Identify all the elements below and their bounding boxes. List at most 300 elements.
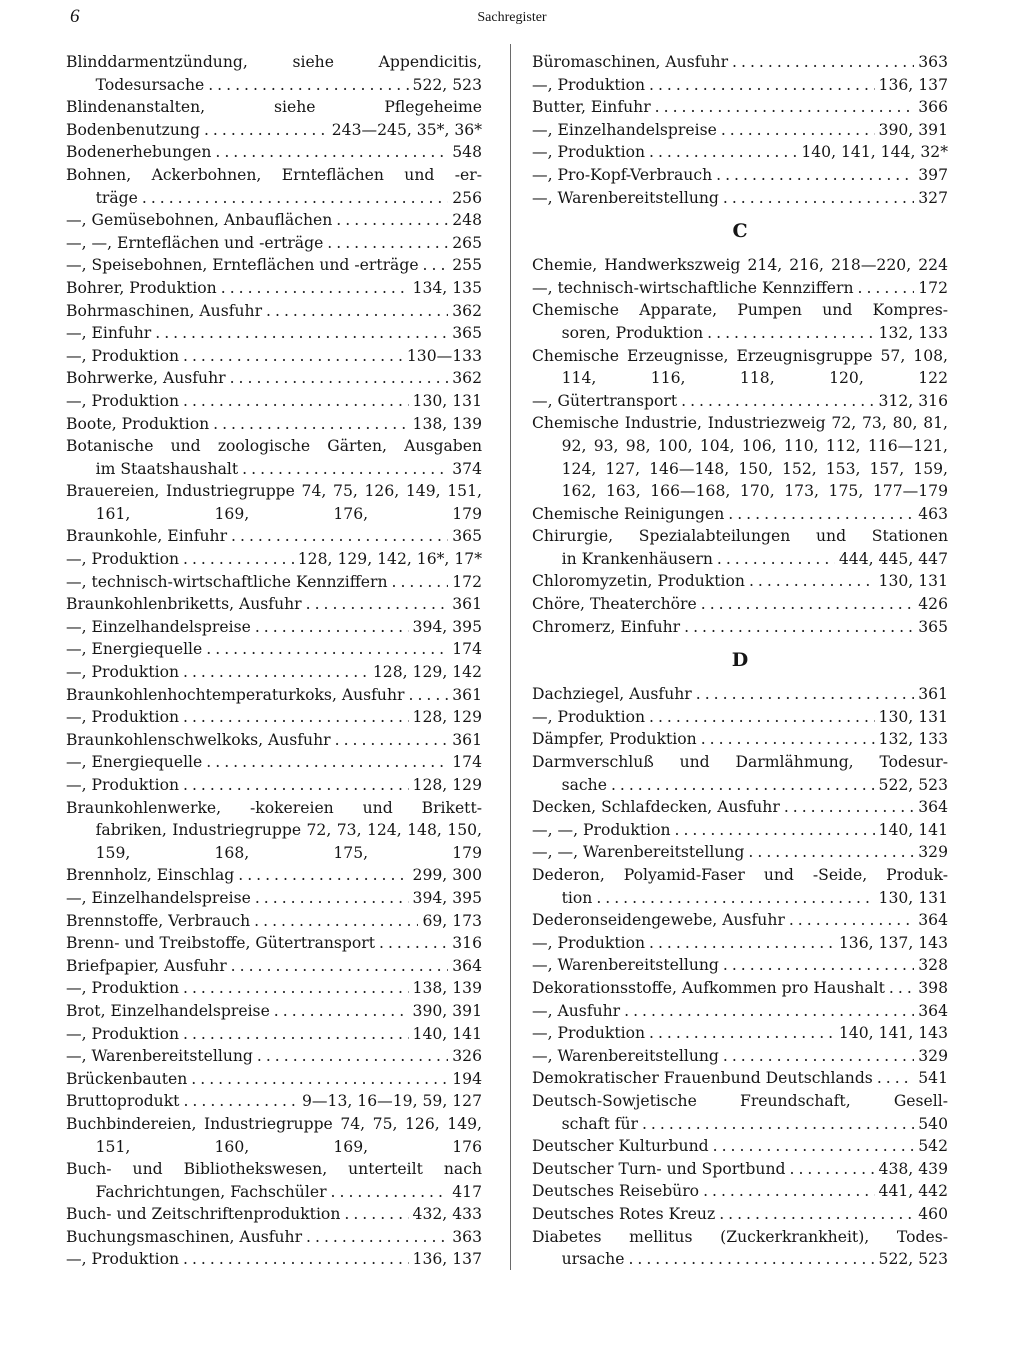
- index-entry: [66, 616, 482, 639]
- page-reference: 394, 395: [412, 617, 482, 636]
- leader-dots: [327, 232, 448, 255]
- entry-term: —, Warenbereitstellung: [532, 956, 719, 975]
- page-reference: 390, 391: [878, 120, 948, 139]
- index-entry: [532, 299, 948, 322]
- index-entry: [532, 977, 948, 1000]
- entry-term: —, Produktion: [532, 1024, 646, 1043]
- leader-dots: [306, 593, 449, 616]
- index-entry: [66, 300, 482, 323]
- index-entry: [66, 1045, 482, 1068]
- leader-dots: [684, 616, 914, 639]
- leader-dots: [748, 841, 914, 864]
- page-reference: 326: [452, 1047, 482, 1066]
- page-reference: 364: [918, 798, 948, 817]
- index-entry: [66, 345, 482, 368]
- index-entry: [532, 593, 948, 616]
- entry-term: —, Produktion: [66, 1250, 180, 1269]
- entry-term: Chirurgie, Spezialabteilungen und Stationen: [532, 527, 948, 546]
- page-reference: 542: [918, 1137, 948, 1156]
- leader-dots: [719, 1203, 914, 1226]
- entry-term: Bohnen, Ackerbohnen, Ernteflächen und -er-: [66, 165, 482, 184]
- entry-term: in Krankenhäusern: [561, 549, 713, 568]
- entry-term: Brückenbauten: [66, 1069, 188, 1088]
- index-entry: [532, 616, 948, 639]
- entry-term: träge: [95, 188, 138, 207]
- index-entry: [532, 503, 948, 526]
- leader-dots: [889, 977, 914, 1000]
- entry-term: Chemische Apparate, Pumpen und Kompres-: [532, 301, 948, 320]
- index-entry: [532, 751, 948, 774]
- index-entry: [532, 74, 948, 97]
- entry-term: —, —, Produktion: [532, 820, 671, 839]
- index-entry: [532, 435, 948, 458]
- entry-term: Chemische Erzeugnisse, Erzeugnisgruppe 57, 108,: [532, 346, 948, 365]
- entry-term: Dederon, Polyamid-Faser und -Seide, Produk-: [532, 866, 948, 884]
- index-entry: [66, 1226, 482, 1249]
- entry-term: Fachrichtungen, Fachschüler: [95, 1182, 327, 1201]
- index-entry: [532, 322, 948, 345]
- page-reference: 136, 137: [412, 1250, 482, 1269]
- leader-dots: [238, 864, 408, 887]
- index-entry: [532, 367, 948, 390]
- entry-term: Bodenbenutzung: [66, 120, 200, 139]
- index-entry: [66, 1068, 482, 1091]
- entry-term: —, Gemüsebohnen, Anbauflächen: [66, 211, 333, 230]
- leader-dots: [723, 187, 914, 210]
- index-entry: [66, 661, 482, 684]
- entry-term: Deutsch-Sowjetische Freundschaft, Gesell-: [532, 1091, 948, 1110]
- leader-dots: [306, 1226, 448, 1249]
- page-reference: 327: [918, 188, 948, 207]
- entry-term: tion: [561, 888, 593, 907]
- index-entry: [66, 548, 482, 571]
- leader-dots: [208, 74, 408, 97]
- leader-dots: [183, 774, 409, 797]
- page-reference: 136, 137, 143: [838, 933, 948, 952]
- index-entry: [66, 638, 482, 661]
- page-reference: 364: [918, 1001, 948, 1020]
- page-reference: 312, 316: [878, 391, 948, 410]
- page-reference: 256: [452, 188, 482, 207]
- page-reference: 255: [452, 256, 482, 275]
- entry-term: Büromaschinen, Ausfuhr: [532, 53, 729, 71]
- index-entry: [532, 774, 948, 797]
- index-entry: [66, 1181, 482, 1204]
- entry-term: —, technisch-wirtschaftliche Kennziffern: [66, 572, 388, 591]
- leader-dots: [392, 571, 449, 594]
- entry-term: Chöre, Theaterchöre: [532, 595, 697, 614]
- page-reference: 361: [918, 685, 948, 704]
- leader-dots: [701, 593, 915, 616]
- leader-dots: [703, 1180, 874, 1203]
- index-entry: [66, 390, 482, 413]
- entry-term: Brenn- und Treibstoffe, Gütertransport: [66, 934, 376, 953]
- leader-dots: [723, 954, 914, 977]
- entry-term: —, Produktion: [66, 776, 180, 794]
- index-entry: [66, 1023, 482, 1046]
- index-column-right: [532, 51, 948, 1271]
- leader-dots: [254, 910, 418, 933]
- index-entry: [66, 1136, 482, 1159]
- leader-dots: [701, 728, 875, 751]
- index-entry: [66, 593, 482, 616]
- page-reference: 548: [452, 143, 482, 162]
- entry-term: Braunkohlenhochtemperaturkoks, Ausfuhr: [66, 685, 405, 704]
- page-reference: 130, 131: [878, 707, 948, 726]
- index-entry: [66, 458, 482, 481]
- index-entry: [66, 819, 482, 842]
- page-reference: 172: [452, 572, 482, 591]
- leader-dots: [142, 187, 448, 210]
- entry-term: schaft für: [561, 1114, 638, 1133]
- index-entry: [532, 277, 948, 300]
- entry-term: Bohrmaschinen, Ausfuhr: [66, 301, 263, 320]
- leader-dots: [717, 548, 835, 571]
- index-entry: [66, 1090, 482, 1113]
- index-entry: [532, 954, 948, 977]
- page-reference: 541: [918, 1069, 948, 1088]
- entry-term: fabriken, Industriegruppe 72, 73, 124, 148, 150,: [95, 821, 482, 840]
- leader-dots: [789, 1158, 874, 1181]
- page-reference: 366: [918, 98, 948, 117]
- index-entry: [66, 96, 482, 119]
- leader-dots: [858, 277, 915, 300]
- page-reference: 69, 173: [422, 911, 482, 930]
- page-reference: 365: [452, 527, 482, 546]
- entry-term: Buchbindereien, Industriegruppe 74, 75, 126, 149,: [66, 1114, 482, 1133]
- index-entry: [66, 413, 482, 436]
- page-reference: 361: [452, 595, 482, 614]
- page-reference: 299, 300: [412, 866, 482, 885]
- page-reference: 362: [452, 369, 482, 388]
- index-entry: [66, 910, 482, 933]
- page-reference: 460: [918, 1204, 948, 1223]
- page-reference: 426: [918, 595, 948, 614]
- index-entry: [66, 367, 482, 390]
- index-entry: [66, 571, 482, 594]
- entry-term: —, Energiequelle: [66, 753, 203, 772]
- entry-term: Chromerz, Einfuhr: [532, 617, 681, 636]
- entry-term: —, —, Warenbereitstellung: [532, 843, 745, 862]
- entry-term: —, Speisebohnen, Ernteflächen und -erträge: [66, 256, 419, 275]
- entry-term: sache: [561, 775, 607, 794]
- entry-term: Brennholz, Einschlag: [66, 866, 235, 885]
- leader-dots: [242, 458, 448, 481]
- index-entry: [66, 51, 482, 74]
- leader-dots: [649, 1022, 835, 1045]
- page-reference: 417: [452, 1182, 482, 1201]
- entry-term: 151, 160, 169, 176: [95, 1137, 482, 1156]
- entry-term: —, Einzelhandelspreise: [532, 120, 717, 139]
- index-entry: [532, 187, 948, 210]
- leader-dots: [335, 729, 449, 752]
- page-reference: 138, 139: [412, 414, 482, 433]
- page-reference: 522, 523: [878, 1250, 948, 1269]
- index-entry: [66, 503, 482, 526]
- page-reference: 128, 129: [412, 708, 482, 727]
- page-reference: 363: [452, 1227, 482, 1246]
- page-reference: 248: [452, 211, 482, 230]
- page-reference: 128, 129, 142, 16*, 17*: [297, 550, 482, 569]
- index-entry: [66, 729, 482, 752]
- entry-term: Bodenerhebungen: [66, 143, 212, 162]
- index-entry: [532, 51, 948, 74]
- entry-term: Dachziegel, Ausfuhr: [532, 685, 692, 704]
- index-entry: [66, 706, 482, 729]
- entry-term: Deutscher Turn- und Sportbund: [532, 1159, 786, 1178]
- entry-term: Chloromyzetin, Produktion: [532, 572, 745, 591]
- entry-term: —, Einzelhandelspreise: [66, 617, 251, 636]
- entry-term: Briefpapier, Ausfuhr: [66, 956, 227, 975]
- page-reference: 130, 131: [412, 391, 482, 410]
- index-entry: [532, 1135, 948, 1158]
- index-entry: [532, 1067, 948, 1090]
- entry-term: Darmverschluß und Darmlähmung, Todesur-: [532, 753, 948, 772]
- index-entry: [532, 796, 948, 819]
- page-reference: 365: [452, 324, 482, 343]
- index-entry: [532, 1226, 948, 1249]
- page-reference: 140, 141, 144, 32*: [801, 143, 948, 162]
- leader-dots: [408, 684, 448, 707]
- leader-dots: [266, 300, 448, 323]
- leader-dots: [344, 1203, 408, 1226]
- leader-dots: [331, 1181, 449, 1204]
- index-entry: [532, 1203, 948, 1226]
- index-entry: [66, 1248, 482, 1271]
- entry-term: Braunkohlenschwelkoks, Ausfuhr: [66, 730, 331, 749]
- leader-dots: [723, 1045, 914, 1068]
- page-reference: 329: [918, 1046, 948, 1065]
- index-entry: [532, 819, 948, 842]
- index-entry: [532, 390, 948, 413]
- entry-term: Brennstoffe, Verbrauch: [66, 911, 251, 930]
- page-reference: 174: [452, 640, 482, 659]
- entry-term: Butter, Einfuhr: [532, 98, 651, 117]
- leader-dots: [379, 932, 448, 955]
- leader-dots: [206, 638, 448, 661]
- entry-term: Dederonseidengewebe, Ausfuhr: [532, 911, 785, 930]
- page-reference: 136, 137: [878, 75, 948, 94]
- section-letter: C: [732, 220, 748, 243]
- leader-dots: [274, 1000, 409, 1023]
- entry-term: Braunkohle, Einfuhr: [66, 527, 228, 546]
- entry-term: 159, 168, 175, 179: [95, 843, 482, 862]
- page-reference: 172: [918, 278, 948, 297]
- page-reference: 128, 129, 142: [372, 663, 482, 682]
- entry-term: Braunkohlenwerke, -kokereien und Brikett-: [66, 798, 482, 817]
- page-reference: 540: [918, 1114, 948, 1133]
- entry-term: —, Warenbereitstellung: [532, 1046, 719, 1065]
- entry-term: Deutsches Reisebüro: [532, 1182, 700, 1201]
- index-entry: [66, 525, 482, 548]
- entry-term: Bohrer, Produktion: [66, 278, 217, 297]
- index-entry: [66, 977, 482, 1000]
- entry-term: 92, 93, 98, 100, 104, 106, 110, 112, 116—121,: [561, 436, 948, 455]
- leader-dots: [191, 1068, 448, 1091]
- page-reference: 397: [918, 165, 948, 184]
- entry-term: Braunkohlenbriketts, Ausfuhr: [66, 595, 302, 614]
- page-reference: 132, 133: [878, 323, 948, 342]
- index-entry: [532, 909, 948, 932]
- index-entry: [66, 797, 482, 820]
- leader-dots: [255, 887, 409, 910]
- leader-dots: [877, 1067, 914, 1090]
- index-entry: [532, 1248, 948, 1271]
- entry-term: —, Pro-Kopf-Verbrauch: [532, 165, 713, 184]
- leader-dots: [183, 1090, 298, 1113]
- leader-dots: [183, 390, 409, 413]
- index-entry: [532, 1090, 948, 1113]
- entry-term: ursache: [561, 1250, 625, 1269]
- page-reference: 138, 139: [412, 979, 482, 998]
- entry-term: —, —, Ernteflächen und -erträge: [66, 233, 324, 252]
- index-entry: [532, 887, 948, 910]
- index-entry: [66, 955, 482, 978]
- page-reference: 364: [918, 911, 948, 930]
- leader-dots: [183, 661, 369, 684]
- entry-term: Buchungsmaschinen, Ausfuhr: [66, 1227, 303, 1246]
- entry-term: soren, Produktion: [561, 323, 704, 342]
- index-column-left: [66, 51, 482, 1271]
- entry-term: Chemische Industrie, Industriezweig 72, 73, 80, 81,: [532, 414, 948, 433]
- index-entry: [532, 412, 948, 435]
- page-reference: 361: [452, 730, 482, 749]
- page-reference: 432, 433: [412, 1205, 482, 1224]
- index-entry: [532, 1045, 948, 1068]
- leader-dots: [681, 390, 874, 413]
- page-reference: 316: [452, 934, 482, 953]
- index-entry: [532, 525, 948, 548]
- index-entry: [532, 548, 948, 571]
- page-reference: 140, 141, 143: [838, 1024, 948, 1043]
- leader-dots: [749, 570, 875, 593]
- page-reference: 364: [452, 956, 482, 975]
- leader-dots: [789, 909, 914, 932]
- index-entry: [532, 570, 948, 593]
- leader-dots: [707, 322, 874, 345]
- index-entry: [66, 277, 482, 300]
- leader-dots: [183, 548, 294, 571]
- page-reference: 329: [918, 843, 948, 862]
- page-reference: 362: [452, 301, 482, 320]
- page-reference: 522, 523: [878, 775, 948, 794]
- index-entry: [66, 187, 482, 210]
- leader-dots: [183, 1023, 409, 1046]
- leader-dots: [713, 1135, 915, 1158]
- entry-term: Chemie, Handwerkszweig 214, 216, 218—220, 224: [532, 256, 948, 275]
- page-reference: 398: [918, 978, 948, 997]
- entry-term: —, Produktion: [66, 346, 180, 365]
- leader-dots: [649, 141, 797, 164]
- entry-term: —, Produktion: [66, 1024, 180, 1043]
- index-entry: [532, 458, 948, 481]
- index-entry: [66, 209, 482, 232]
- index-entry: [532, 96, 948, 119]
- leader-dots: [183, 1248, 409, 1271]
- entry-term: —, Gütertransport: [532, 391, 678, 410]
- entry-term: —, Produktion: [532, 933, 646, 952]
- page-reference: 194: [452, 1069, 482, 1088]
- entry-term: —, technisch-wirtschaftliche Kennziffern: [532, 278, 854, 297]
- index-entry: [532, 683, 948, 706]
- entry-term: —, Produktion: [66, 391, 180, 410]
- leader-dots: [721, 119, 875, 142]
- page-reference: 128, 129: [412, 776, 482, 794]
- leader-dots: [257, 1045, 448, 1068]
- leader-dots: [215, 141, 448, 164]
- entry-term: Deutscher Kulturbund: [532, 1137, 709, 1156]
- entry-term: im Staatshaushalt: [95, 459, 239, 478]
- index-entry: [532, 480, 948, 503]
- index-entry: [66, 435, 482, 458]
- index-entry: [532, 345, 948, 368]
- index-entry: [66, 887, 482, 910]
- page-reference: 130—133: [406, 346, 482, 365]
- entry-term: —, Produktion: [532, 143, 646, 162]
- leader-dots: [628, 1248, 874, 1271]
- page-reference: 130, 131: [878, 572, 948, 591]
- leader-dots: [624, 1000, 914, 1023]
- leader-dots: [213, 413, 408, 436]
- entry-term: Botanische und zoologische Gärten, Ausgaben: [66, 437, 482, 456]
- leader-dots: [696, 683, 914, 706]
- index-entry: [66, 1113, 482, 1136]
- page-reference: 522, 523: [412, 75, 482, 94]
- entry-term: Brot, Einzelhandelspreise: [66, 1001, 270, 1020]
- entry-term: —, Produktion: [66, 708, 180, 727]
- index-entry: [66, 119, 482, 142]
- leader-dots: [649, 706, 875, 729]
- entry-term: Bohrwerke, Ausfuhr: [66, 369, 226, 388]
- leader-dots: [649, 74, 875, 97]
- page-reference: 328: [918, 956, 948, 975]
- index-entry: [532, 164, 948, 187]
- index-entry: [66, 864, 482, 887]
- page-reference: 265: [452, 233, 482, 252]
- entry-term: Dämpfer, Produktion: [532, 730, 697, 749]
- page-reference: 130, 131: [878, 888, 948, 907]
- leader-dots: [183, 345, 403, 368]
- index-entry: [66, 480, 482, 503]
- entry-term: —, Produktion: [66, 663, 180, 682]
- leader-dots: [231, 525, 448, 548]
- leader-dots: [183, 977, 409, 1000]
- index-entry: [532, 864, 948, 887]
- index-entry: [66, 751, 482, 774]
- leader-dots: [231, 955, 449, 978]
- page-header: [0, 0, 1024, 48]
- entry-term: Blindenanstalten, siehe Pflegeheime: [66, 98, 482, 117]
- entry-term: —, Einzelhandelspreise: [66, 888, 251, 907]
- entry-term: —, Ausfuhr: [532, 1001, 621, 1020]
- leader-dots: [675, 819, 875, 842]
- entry-term: —, Produktion: [66, 550, 180, 569]
- entry-term: —, Einfuhr: [66, 324, 152, 343]
- index-entry: [66, 684, 482, 707]
- leader-dots: [649, 932, 835, 955]
- leader-dots: [596, 887, 874, 910]
- index-entry: [532, 1158, 948, 1181]
- section-letter: D: [731, 649, 749, 672]
- leader-dots: [423, 254, 449, 277]
- column-divider: [510, 44, 511, 1270]
- page-reference: 365: [918, 617, 948, 636]
- leader-dots: [183, 706, 409, 729]
- entry-term: Demokratischer Frauenbund Deutschlands: [532, 1069, 873, 1088]
- index-entry: [532, 841, 948, 864]
- index-entry: [66, 1203, 482, 1226]
- index-entry: [532, 1180, 948, 1203]
